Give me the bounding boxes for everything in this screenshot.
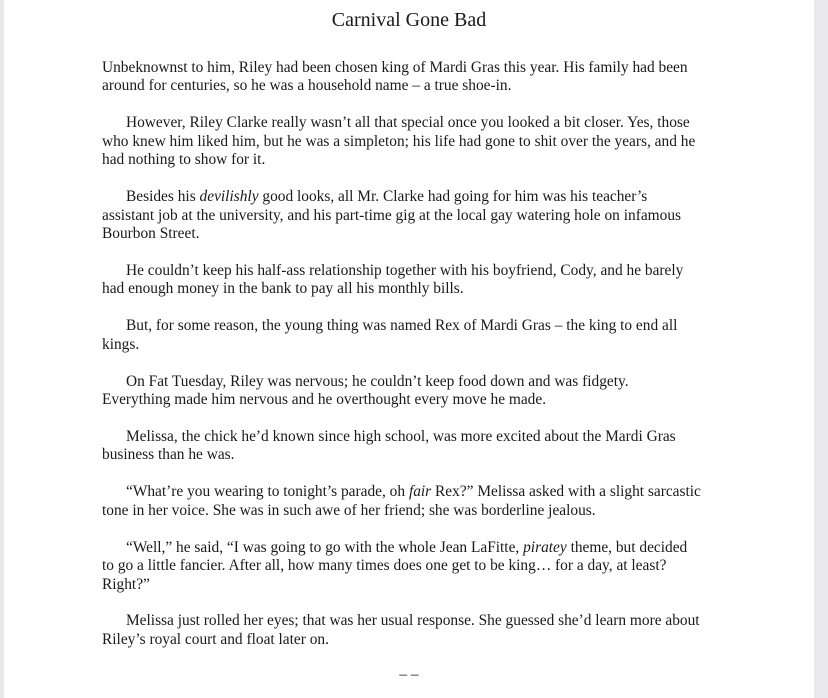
scene-separator: – – (399, 666, 419, 683)
text-run: “What’re you wearing to tonight’s parade, oh (126, 483, 409, 501)
document-title: Carnival Gone Bad (331, 9, 487, 31)
text-line: assistant job at the university, and his part-time gig at the local gay watering hole on infamous (102, 206, 682, 224)
text-line: Everything made him nervous and he overthought every move he made. (102, 391, 547, 409)
paragraph (102, 373, 742, 410)
text-line: kings. (102, 335, 140, 353)
text-line: around for centuries, so he was a household name – a true shoe-in. (102, 77, 512, 95)
text-run: good looks, all Mr. Clarke had going for him was his teacher’s (258, 188, 648, 206)
text-run: Besides his (126, 188, 200, 206)
text-line: Unbeknownst to him, Riley had been chosen king of Mardi Gras this year. His family had been (102, 59, 688, 76)
text-line: who knew him liked him, but he was a simpleton; his life had gone to shit over the years, and he (102, 132, 696, 150)
text-line: Bourbon Street. (102, 225, 200, 243)
text-line: Riley’s royal court and float later on. (102, 630, 329, 648)
text-line: had nothing to show for it. (102, 151, 266, 169)
document-body (102, 59, 742, 668)
document-page (4, 0, 814, 698)
text-line (102, 483, 742, 501)
paragraph (102, 612, 742, 649)
paragraph (102, 188, 742, 243)
italic-text: piratey (523, 538, 567, 556)
paragraph (102, 262, 742, 299)
paragraph (102, 59, 742, 96)
text-run: “Well,” he said, “I was going to go with the whole Jean LaFitte, (126, 538, 524, 556)
text-line: Melissa, the chick he’d known since high school, was more excited about the Mardi Gras (126, 427, 676, 445)
text-line: However, Riley Clarke really wasn’t all that special once you looked a bit closer. Yes, those (126, 114, 690, 132)
text-line: tone in her voice. She was in such awe of her friend; she was borderline jealous. (102, 501, 596, 519)
text-line: Melissa just rolled her eyes; that was her usual response. She guessed she’d learn more about (126, 612, 700, 630)
text-line: had enough money in the bank to pay all his monthly bills. (102, 280, 464, 298)
italic-text: devilishly (199, 188, 259, 206)
text-line: He couldn’t keep his half-ass relationship together with his boyfriend, Cody, and he barely (126, 261, 684, 279)
text-line: business than he was. (102, 446, 235, 464)
text-line: On Fat Tuesday, Riley was nervous; he couldn’t keep food down and was fidgety. (126, 372, 629, 390)
text-run: theme, but decided (566, 538, 688, 556)
paragraph (102, 483, 742, 520)
text-line: to go a little fancier. After all, how many times does one get to be king… for a day, at least? (102, 557, 667, 575)
italic-text: fair (408, 483, 432, 501)
text-line: But, for some reason, the young thing was named Rex of Mardi Gras – the king to end all (126, 317, 678, 335)
paragraph (102, 539, 742, 594)
paragraph (102, 317, 742, 354)
text-run: Rex?” Melissa asked with a slight sarcastic (431, 483, 701, 501)
text-line: Right?” (102, 575, 150, 593)
paragraph (102, 114, 742, 169)
text-line (102, 539, 742, 557)
text-line (102, 188, 742, 206)
paragraph (102, 428, 742, 465)
